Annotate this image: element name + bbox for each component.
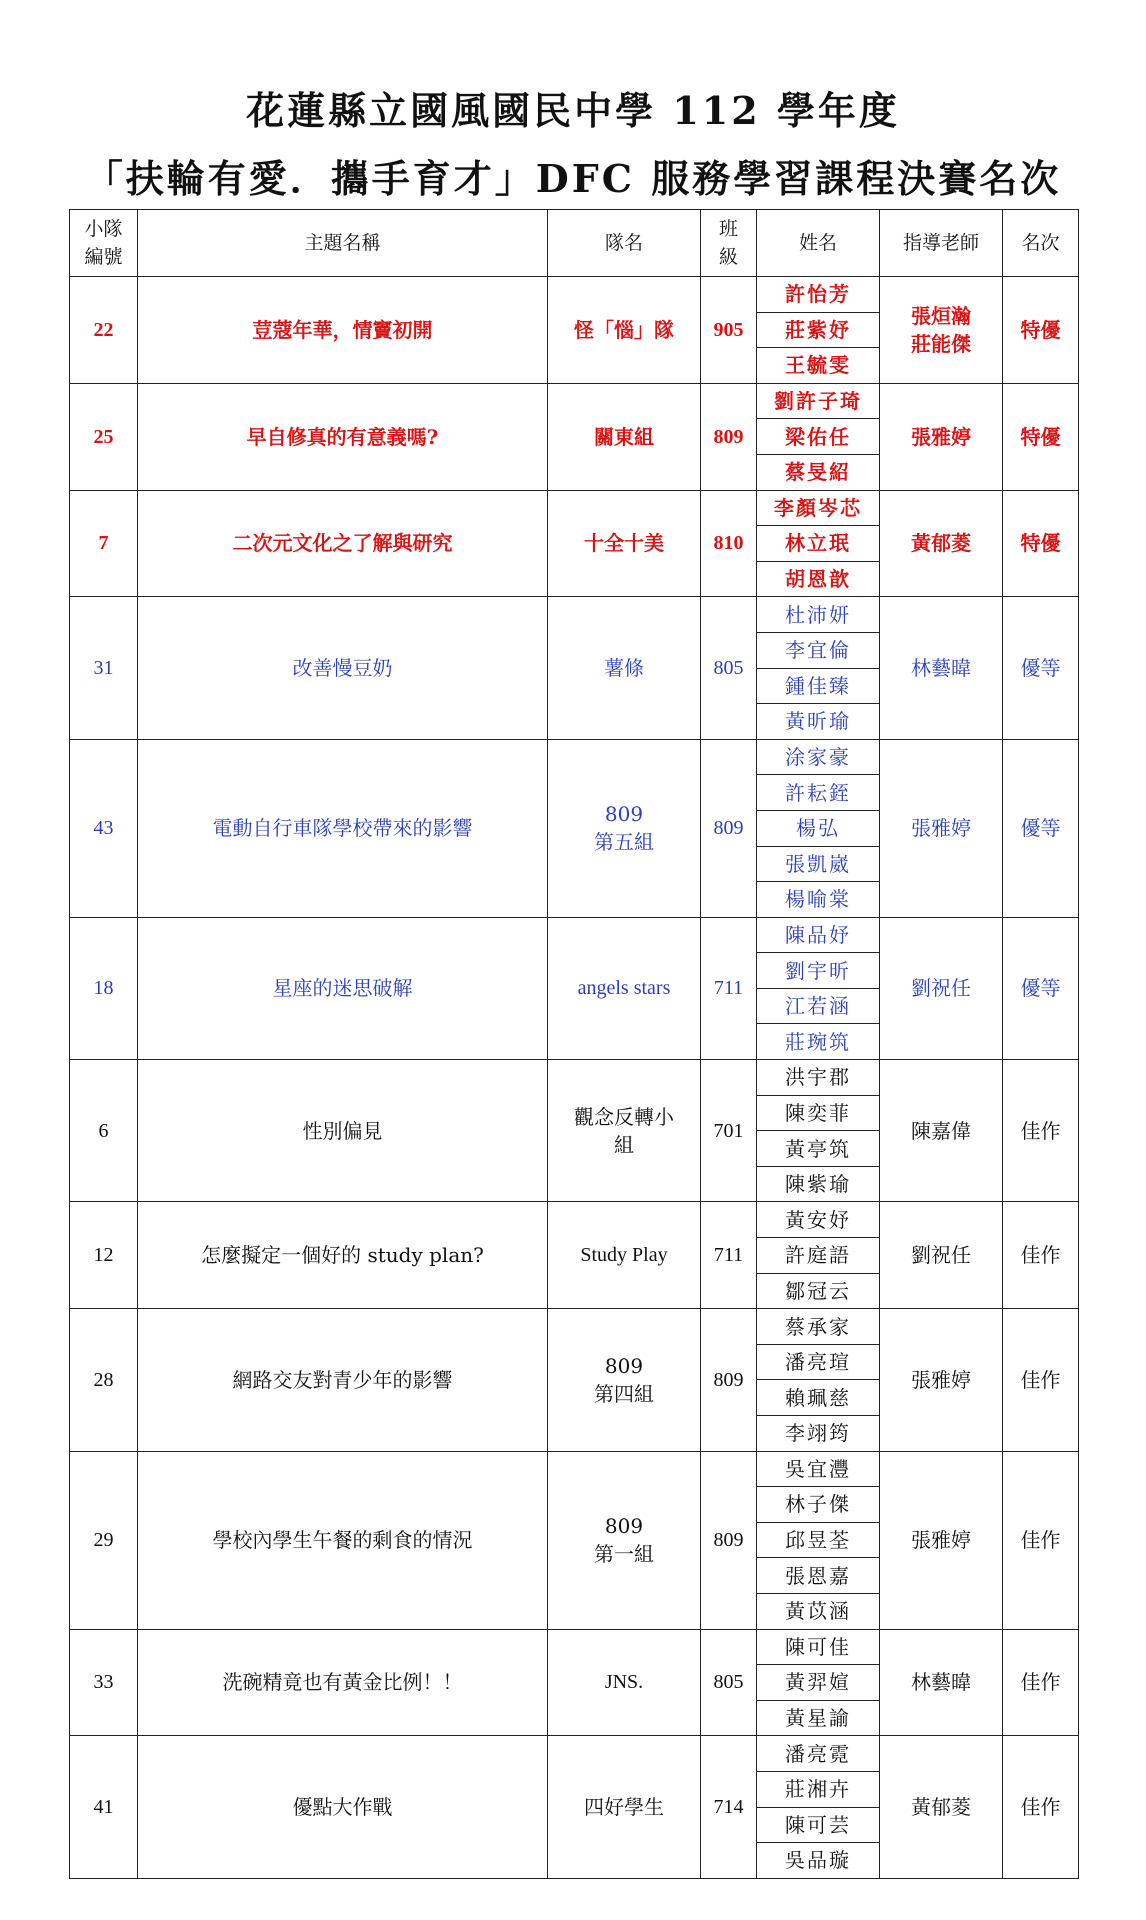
table-row: [70, 1451, 1079, 1487]
team-name: 四好學生: [548, 1736, 701, 1878]
rank-label: 佳作: [1003, 1736, 1079, 1878]
advisor-teacher: 林藝暐: [880, 1629, 1003, 1736]
team-name: 怪「惱」隊: [548, 277, 701, 384]
member-name: 林立珉: [757, 526, 880, 562]
topic-name: 學校內學生午餐的剩食的情況: [138, 1451, 548, 1629]
team-name: 十全十美: [548, 490, 701, 597]
page-subtitle: 「扶輪有愛．攜手育才」DFC 服務學習課程決賽名次: [84, 156, 1062, 201]
member-name: 江若涵: [757, 988, 880, 1024]
rank-label: 佳作: [1003, 1629, 1079, 1736]
topic-name: 怎麼擬定一個好的 study plan?: [138, 1202, 548, 1309]
advisor-teacher: 黃郁菱: [880, 1736, 1003, 1878]
advisor-teacher: 林藝暐: [880, 597, 1003, 739]
advisor-teacher: 張烜瀚 莊能傑: [880, 277, 1003, 384]
header-topic: 主題名稱: [138, 210, 548, 277]
team-number: 43: [70, 739, 138, 917]
header-teacher: 指導老師: [880, 210, 1003, 277]
member-name: 陳奕菲: [757, 1095, 880, 1131]
member-name: 李宜倫: [757, 632, 880, 668]
member-name: 張恩嘉: [757, 1558, 880, 1594]
table-row: [70, 597, 1079, 633]
member-name: 劉許子琦: [757, 383, 880, 419]
advisor-teacher: 劉祝任: [880, 1202, 1003, 1309]
team-name: 薯條: [548, 597, 701, 739]
table-row: [70, 277, 1079, 313]
member-name: 林子傑: [757, 1487, 880, 1523]
class-number: 809: [701, 1451, 757, 1629]
table-row: [70, 739, 1079, 775]
member-name: 鍾佳臻: [757, 668, 880, 704]
rank-label: 優等: [1003, 597, 1079, 739]
class-number: 711: [701, 917, 757, 1059]
member-name: 潘亮霓: [757, 1736, 880, 1772]
class-number: 809: [701, 739, 757, 917]
member-name: 鄒冠云: [757, 1273, 880, 1309]
topic-name: 荳蔻年華，情竇初開: [138, 277, 548, 384]
member-name: 黃昕瑜: [757, 704, 880, 740]
member-name: 黃亭筑: [757, 1131, 880, 1167]
member-name: 陳紫瑜: [757, 1166, 880, 1202]
header-team-name: 隊名: [548, 210, 701, 277]
member-name: 劉宇昕: [757, 953, 880, 989]
member-name: 楊弘: [757, 810, 880, 846]
topic-name: 電動自行車隊學校帶來的影響: [138, 739, 548, 917]
topic-name: 性別偏見: [138, 1060, 548, 1202]
member-name: 李翊筠: [757, 1416, 880, 1452]
topic-name: 洗碗精竟也有黃金比例！！: [138, 1629, 548, 1736]
member-name: 黃苡涵: [757, 1593, 880, 1629]
page-title: 花蓮縣立國風國民中學 112 學年度: [246, 88, 900, 133]
member-name: 楊喻棠: [757, 882, 880, 918]
member-name: 吳宜灃: [757, 1451, 880, 1487]
rank-label: 優等: [1003, 739, 1079, 917]
member-name: 潘亮瑄: [757, 1344, 880, 1380]
member-name: 張凱崴: [757, 846, 880, 882]
team-number: 22: [70, 277, 138, 384]
class-number: 805: [701, 597, 757, 739]
member-name: 洪宇郡: [757, 1060, 880, 1096]
member-name: 陳可佳: [757, 1629, 880, 1665]
team-number: 41: [70, 1736, 138, 1878]
team-number: 6: [70, 1060, 138, 1202]
team-name: 關東組: [548, 383, 701, 490]
class-number: 711: [701, 1202, 757, 1309]
team-number: 28: [70, 1309, 138, 1451]
topic-name: 星座的迷思破解: [138, 917, 548, 1059]
member-name: 陳可芸: [757, 1807, 880, 1843]
member-name: 莊紫妤: [757, 312, 880, 348]
header-class: 班級: [701, 210, 757, 277]
topic-name: 優點大作戰: [138, 1736, 548, 1878]
advisor-teacher: 劉祝任: [880, 917, 1003, 1059]
rank-label: 佳作: [1003, 1060, 1079, 1202]
team-name: Study Play: [548, 1202, 701, 1309]
header-team-no: 小隊編號: [70, 210, 138, 277]
member-name: 涂家豪: [757, 739, 880, 775]
header-rank: 名次: [1003, 210, 1079, 277]
member-name: 莊湘卉: [757, 1771, 880, 1807]
member-name: 許耘銍: [757, 775, 880, 811]
table-row: [70, 1736, 1079, 1772]
class-number: 809: [701, 1309, 757, 1451]
class-number: 805: [701, 1629, 757, 1736]
team-number: 18: [70, 917, 138, 1059]
member-name: 梁佑任: [757, 419, 880, 455]
member-name: 蔡承家: [757, 1309, 880, 1345]
rank-label: 特優: [1003, 277, 1079, 384]
advisor-teacher: 張雅婷: [880, 383, 1003, 490]
team-number: 33: [70, 1629, 138, 1736]
advisor-teacher: 張雅婷: [880, 1309, 1003, 1451]
table-row: [70, 1060, 1079, 1096]
member-name: 許怡芳: [757, 277, 880, 313]
team-name: 809 第五組: [548, 739, 701, 917]
advisor-teacher: 張雅婷: [880, 739, 1003, 917]
member-name: 蔡旻紹: [757, 454, 880, 490]
team-number: 25: [70, 383, 138, 490]
member-name: 杜沛妍: [757, 597, 880, 633]
results-table: [69, 209, 1079, 1879]
advisor-teacher: 陳嘉偉: [880, 1060, 1003, 1202]
rank-label: 佳作: [1003, 1451, 1079, 1629]
table-row: [70, 917, 1079, 953]
member-name: 李顏岑芯: [757, 490, 880, 526]
header-row: [70, 210, 1079, 277]
team-number: 12: [70, 1202, 138, 1309]
topic-name: 二次元文化之了解與研究: [138, 490, 548, 597]
team-name: 809 第一組: [548, 1451, 701, 1629]
member-name: 賴珮慈: [757, 1380, 880, 1416]
table-row: [70, 383, 1079, 419]
topic-name: 早自修真的有意義嗎?: [138, 383, 548, 490]
table-row: [70, 1202, 1079, 1238]
team-number: 31: [70, 597, 138, 739]
table-row: [70, 490, 1079, 526]
team-number: 29: [70, 1451, 138, 1629]
topic-name: 改善慢豆奶: [138, 597, 548, 739]
member-name: 黃安妤: [757, 1202, 880, 1238]
class-number: 701: [701, 1060, 757, 1202]
advisor-teacher: 黃郁菱: [880, 490, 1003, 597]
member-name: 胡恩歆: [757, 561, 880, 597]
team-name: 觀念反轉小 組: [548, 1060, 701, 1202]
table-row: [70, 1629, 1079, 1665]
rank-label: 特優: [1003, 383, 1079, 490]
class-number: 714: [701, 1736, 757, 1878]
class-number: 809: [701, 383, 757, 490]
table-row: [70, 1309, 1079, 1345]
header-names: 姓名: [757, 210, 880, 277]
member-name: 黃羿媗: [757, 1665, 880, 1701]
topic-name: 網路交友對青少年的影響: [138, 1309, 548, 1451]
class-number: 810: [701, 490, 757, 597]
member-name: 吳品璇: [757, 1843, 880, 1879]
team-name: angels stars: [548, 917, 701, 1059]
member-name: 莊琬筑: [757, 1024, 880, 1060]
member-name: 許庭語: [757, 1238, 880, 1274]
rank-label: 特優: [1003, 490, 1079, 597]
rank-label: 優等: [1003, 917, 1079, 1059]
member-name: 王毓雯: [757, 348, 880, 384]
rank-label: 佳作: [1003, 1202, 1079, 1309]
team-number: 7: [70, 490, 138, 597]
member-name: 陳品妤: [757, 917, 880, 953]
advisor-teacher: 張雅婷: [880, 1451, 1003, 1629]
member-name: 黃星諭: [757, 1700, 880, 1736]
team-name: 809 第四組: [548, 1309, 701, 1451]
team-name: JNS.: [548, 1629, 701, 1736]
class-number: 905: [701, 277, 757, 384]
member-name: 邱昱荃: [757, 1522, 880, 1558]
rank-label: 佳作: [1003, 1309, 1079, 1451]
